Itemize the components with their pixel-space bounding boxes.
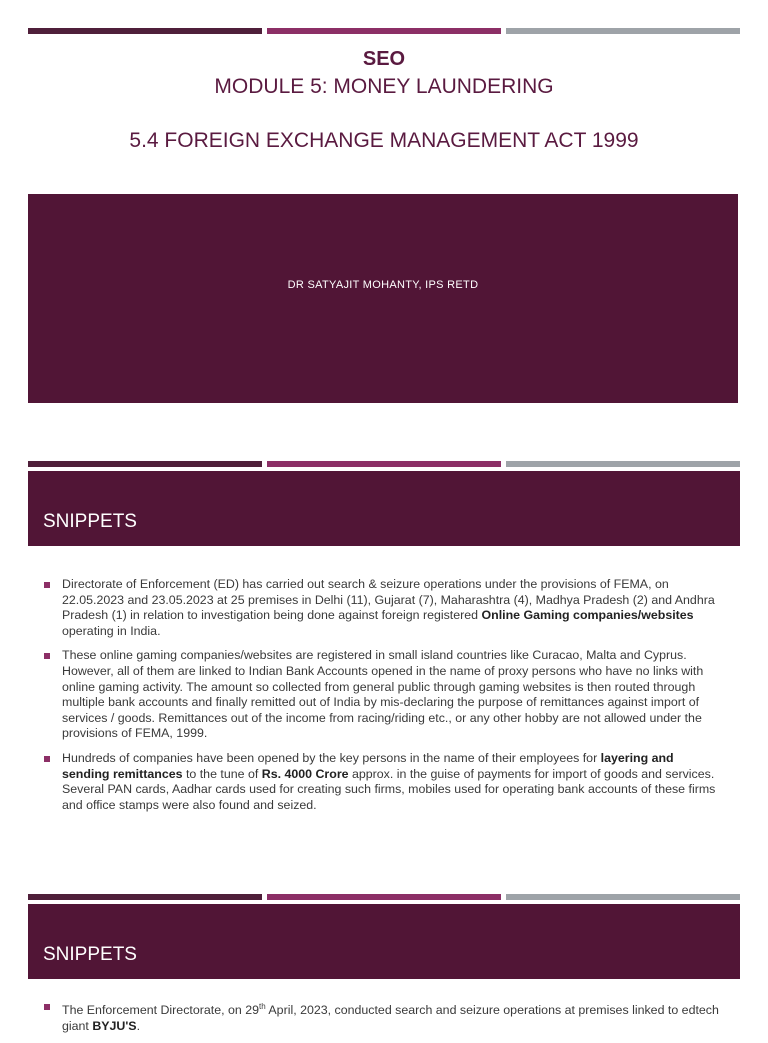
accent-bar-magenta xyxy=(267,461,501,467)
accent-bar-magenta xyxy=(267,28,501,34)
accent-bar-gray xyxy=(506,894,740,900)
list-item: These online gaming companies/websites are registered in small island countries like Curacao, Malta and Cyprus. However, all of them are linked to Indian Bank Accounts opened in the name of proxy persons who have no links with online gaming activity. The amount so collected from general public through gaming websites is then routed through multiple bank accounts and finally remitted out of India by mis-declaring the purpose of remittances against import of services / goods. Remittances out of the income from racing/riding etc., or any other hobby are not allowed under the provisions of FEMA, 1999. xyxy=(44,648,724,742)
slide-header xyxy=(28,904,740,979)
accent-bars xyxy=(28,894,740,900)
slide-title-module: MODULE 5: MONEY LAUNDERING xyxy=(214,75,554,98)
list-item: Directorate of Enforcement (ED) has carried out search & seizure operations under the provisions of FEMA, on 22.05.2023 and 23.05.2023 at 25 premises in Delhi (11), Gujarat (7), Maharashtra (4), Madhya Pradesh (2) and Andhra Pradesh (1) in relation to investigation being done against foreign registered Online Gaming companies/websites operating in India. xyxy=(44,577,724,639)
accent-bar-gray xyxy=(506,461,740,467)
accent-bars xyxy=(28,461,740,467)
slide-heading: SNIPPETS xyxy=(43,511,137,532)
bullet-list xyxy=(44,577,724,822)
list-item: The Enforcement Directorate, on 29th April, 2023, conducted search and seizure operations at premises linked to edtech giant BYJU'S. xyxy=(44,999,724,1034)
bullet-list xyxy=(44,999,724,1043)
accent-bar-dark xyxy=(28,28,262,34)
slide-heading: SNIPPETS xyxy=(43,944,137,965)
slide-title-seo: SEO xyxy=(362,48,406,70)
author-panel xyxy=(28,194,738,403)
list-item: Hundreds of companies have been opened by the key persons in the name of their employees for layering and sending remittances to the tune of Rs. 4000 Crore approx. in the guise of payments for import of goods and services. Several PAN cards, Aadhar cards used for creating such firms, mobiles used for operating bank accounts of these firms and office stamps were also found and seized. xyxy=(44,751,724,813)
accent-bar-dark xyxy=(28,894,262,900)
accent-bar-gray xyxy=(506,28,740,34)
slide-header xyxy=(28,471,740,546)
accent-bar-magenta xyxy=(267,894,501,900)
accent-bar-dark xyxy=(28,461,262,467)
author-name: DR SATYAJIT MOHANTY, IPS RETD xyxy=(287,279,479,291)
slide-title-act: 5.4 FOREIGN EXCHANGE MANAGEMENT ACT 1999 xyxy=(129,129,639,152)
accent-bars xyxy=(28,28,740,34)
